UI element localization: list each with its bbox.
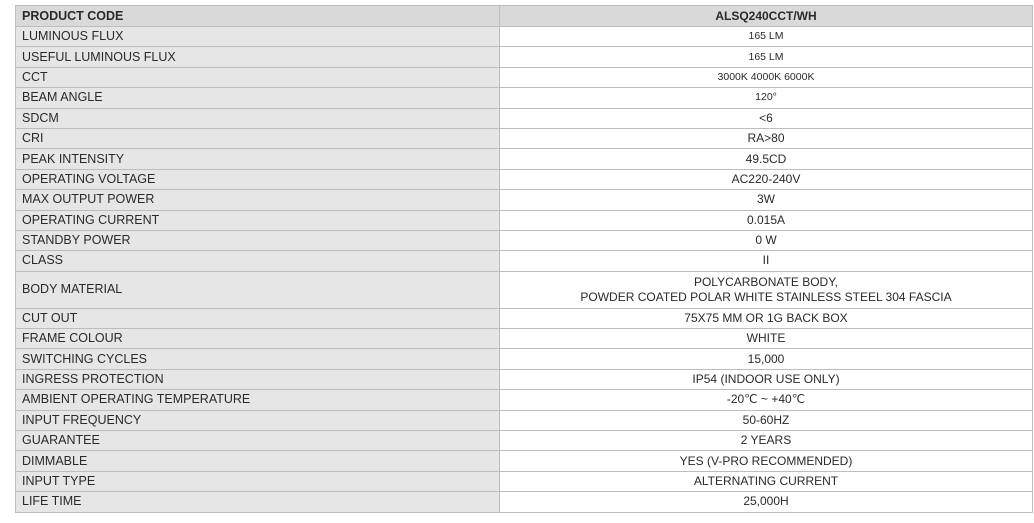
row-label: CRI xyxy=(16,128,500,148)
table-row xyxy=(16,190,1033,210)
row-value-line: POLYCARBONATE BODY, xyxy=(693,274,839,289)
row-value: 15,000 xyxy=(500,349,1033,369)
table-row xyxy=(16,369,1033,389)
table-row xyxy=(16,329,1033,349)
row-value: WHITE xyxy=(500,329,1033,349)
table-row xyxy=(16,431,1033,451)
row-label: GUARANTEE xyxy=(16,431,500,451)
row-value: 165 LM xyxy=(500,27,1033,47)
row-label: LIFE TIME xyxy=(16,492,500,512)
row-value: 120° xyxy=(500,88,1033,108)
spec-table xyxy=(15,5,1033,513)
row-label: USEFUL LUMINOUS FLUX xyxy=(16,47,500,67)
row-value: AC220-240V xyxy=(500,169,1033,189)
row-value: ALTERNATING CURRENT xyxy=(500,471,1033,491)
row-value: 50-60HZ xyxy=(500,410,1033,430)
table-row xyxy=(16,271,1033,308)
row-label: AMBIENT OPERATING TEMPERATURE xyxy=(16,390,500,410)
row-value: <6 xyxy=(500,108,1033,128)
table-row xyxy=(16,251,1033,271)
table-row xyxy=(16,67,1033,87)
table-row xyxy=(16,128,1033,148)
row-label: OPERATING CURRENT xyxy=(16,210,500,230)
table-row xyxy=(16,308,1033,328)
row-label: INPUT FREQUENCY xyxy=(16,410,500,430)
row-value: 25,000H xyxy=(500,492,1033,512)
row-value: 0.015A xyxy=(500,210,1033,230)
row-value: YES (V-PRO RECOMMENDED) xyxy=(500,451,1033,471)
row-label: FRAME COLOUR xyxy=(16,329,500,349)
table-row xyxy=(16,47,1033,67)
row-label: CUT OUT xyxy=(16,308,500,328)
table-row xyxy=(16,210,1033,230)
row-value: 3000K 4000K 6000K xyxy=(500,67,1033,87)
table-row xyxy=(16,451,1033,471)
row-label: BEAM ANGLE xyxy=(16,88,500,108)
row-value: -20℃ ~ +40℃ xyxy=(500,390,1033,410)
table-row xyxy=(16,88,1033,108)
row-value-line: POWDER COATED POLAR WHITE STAINLESS STEEL 304 FASCIA xyxy=(580,289,952,304)
row-value: 3W xyxy=(500,190,1033,210)
row-value: 2 YEARS xyxy=(500,431,1033,451)
row-label: DIMMABLE xyxy=(16,451,500,471)
header-label: PRODUCT CODE xyxy=(16,6,500,27)
table-row xyxy=(16,149,1033,169)
header-product-code: ALSQ240CCT/WH xyxy=(500,6,1033,27)
row-label: OPERATING VOLTAGE xyxy=(16,169,500,189)
row-label: INGRESS PROTECTION xyxy=(16,369,500,389)
table-row xyxy=(16,471,1033,491)
row-value: II xyxy=(500,251,1033,271)
row-value: 0 W xyxy=(500,230,1033,250)
table-row xyxy=(16,492,1033,512)
row-value: 75X75 MM OR 1G BACK BOX xyxy=(500,308,1033,328)
row-value: 165 LM xyxy=(500,47,1033,67)
table-row xyxy=(16,169,1033,189)
row-label: BODY MATERIAL xyxy=(16,271,500,308)
table-row xyxy=(16,410,1033,430)
table-row xyxy=(16,349,1033,369)
table-row xyxy=(16,390,1033,410)
row-label: LUMINOUS FLUX xyxy=(16,27,500,47)
row-label: PEAK INTENSITY xyxy=(16,149,500,169)
table-row xyxy=(16,230,1033,250)
row-label: CCT xyxy=(16,67,500,87)
row-label: CLASS xyxy=(16,251,500,271)
row-value xyxy=(500,271,1033,308)
row-label: SWITCHING CYCLES xyxy=(16,349,500,369)
table-row xyxy=(16,27,1033,47)
row-label: INPUT TYPE xyxy=(16,471,500,491)
row-label: SDCM xyxy=(16,108,500,128)
table-header-row xyxy=(16,6,1033,27)
row-value: IP54 (INDOOR USE ONLY) xyxy=(500,369,1033,389)
row-value: 49.5CD xyxy=(500,149,1033,169)
row-label: MAX OUTPUT POWER xyxy=(16,190,500,210)
row-value: RA>80 xyxy=(500,128,1033,148)
table-row xyxy=(16,108,1033,128)
row-label: STANDBY POWER xyxy=(16,230,500,250)
